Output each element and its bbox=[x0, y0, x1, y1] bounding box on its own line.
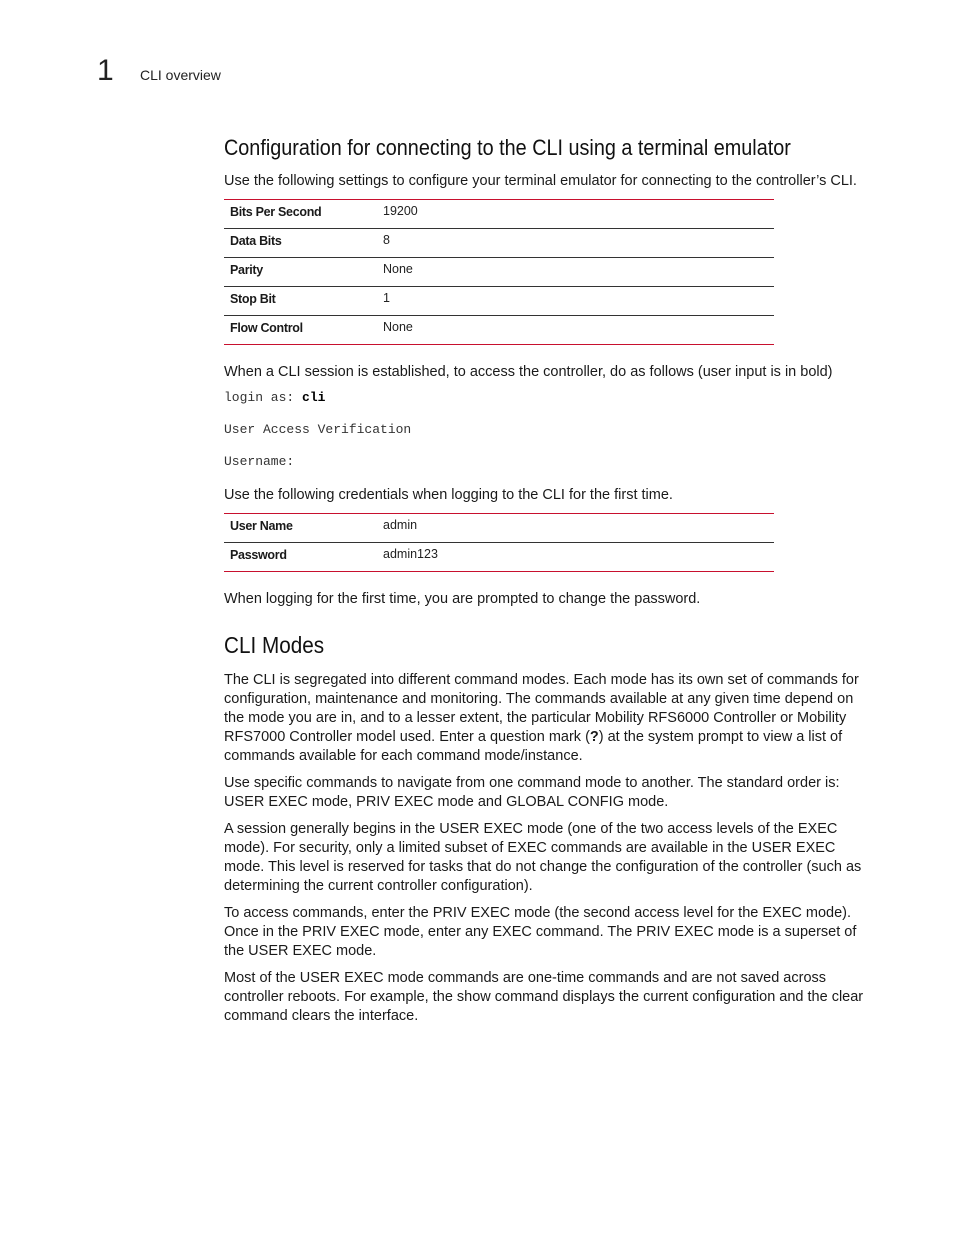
credentials-intro: Use the following credentials when logging to the CLI for the first time. bbox=[224, 487, 673, 503]
first-login-note: When logging for the first time, you are prompted to change the password. bbox=[224, 591, 701, 607]
code-login-input: cli bbox=[302, 390, 326, 405]
table-row bbox=[224, 229, 774, 258]
page-content bbox=[224, 130, 874, 1034]
question-mark-key: ? bbox=[589, 729, 599, 745]
credential-value: admin123 bbox=[377, 543, 774, 572]
credential-value: admin bbox=[377, 514, 774, 543]
section-title-cli-modes: CLI Modes bbox=[224, 632, 325, 658]
session-instructions: When a CLI session is established, to access the controller, do as follows (user input is in bold) bbox=[224, 364, 833, 380]
settings-intro: Use the following settings to configure your terminal emulator for connecting to the controller’s CLI. bbox=[224, 173, 857, 189]
cli-modes-paragraph-2: Use specific commands to navigate from one command mode to another. The standard order is: USER EXEC mode, PRIV EXEC mode and GLOBAL CONFIG mode. bbox=[224, 775, 840, 810]
cli-modes-paragraph-5: Most of the USER EXEC mode commands are one-time commands and are not saved across controller reboots. For example, the show command displays the current configuration and the clear command clears the interface. bbox=[224, 970, 864, 1024]
code-login-prompt: login as: bbox=[224, 390, 303, 405]
code-verification-line: User Access Verification bbox=[224, 422, 412, 437]
table-row bbox=[224, 543, 774, 572]
setting-value: None bbox=[377, 316, 774, 345]
credential-label: Password bbox=[224, 543, 377, 572]
cli-modes-paragraph-3: A session generally begins in the USER EXEC mode (one of the two access levels of the EXEC mode). For security, only a limited subset of EXEC commands are available in the USER EXEC mode. This level is reserved for tasks that do not change the configuration of the controller (such as determining the current controller configuration). bbox=[224, 821, 862, 894]
setting-value: 1 bbox=[377, 287, 774, 316]
cli-modes-paragraph-1 bbox=[224, 671, 874, 766]
table-row bbox=[224, 200, 774, 229]
table-row bbox=[224, 258, 774, 287]
setting-label: Data Bits bbox=[224, 229, 377, 258]
code-login-line bbox=[224, 390, 874, 406]
setting-value: None bbox=[377, 258, 774, 287]
credentials-table bbox=[224, 513, 774, 572]
setting-label: Flow Control bbox=[224, 316, 377, 345]
setting-label: Stop Bit bbox=[224, 287, 377, 316]
chapter-title: CLI overview bbox=[140, 67, 221, 83]
setting-value: 8 bbox=[377, 229, 774, 258]
setting-label: Bits Per Second bbox=[224, 200, 377, 229]
code-username-line: Username: bbox=[224, 454, 295, 469]
table-row bbox=[224, 316, 774, 345]
table-row bbox=[224, 514, 774, 543]
cli-modes-paragraph-4: To access commands, enter the PRIV EXEC mode (the second access level for the EXEC mode). Once in the PRIV EXEC mode, enter any EXEC command. The PRIV EXEC mode is a superset of the USER EXEC mode. bbox=[224, 905, 857, 959]
terminal-settings-table bbox=[224, 199, 774, 345]
chapter-number: 1 bbox=[97, 54, 114, 87]
section-title-terminal-emulator: Configuration for connecting to the CLI using a terminal emulator bbox=[224, 135, 791, 160]
table-row bbox=[224, 287, 774, 316]
setting-value: 19200 bbox=[377, 200, 774, 229]
credential-label: User Name bbox=[224, 514, 377, 543]
setting-label: Parity bbox=[224, 258, 377, 287]
paragraph-text: The CLI is segregated into different command modes. Each mode has its own set of commands for configuration, maintenance and monitoring. The commands available at any given time depend on the mode you are in, and to a lesser extent, the particular Mobility RFS6000 Controller or Mobility RFS7000 Controller model used. Enter a question mark ( bbox=[224, 672, 859, 745]
paragraph-text: ) at the system prompt to view a list of commands available for each command mode/instance. bbox=[224, 729, 843, 764]
